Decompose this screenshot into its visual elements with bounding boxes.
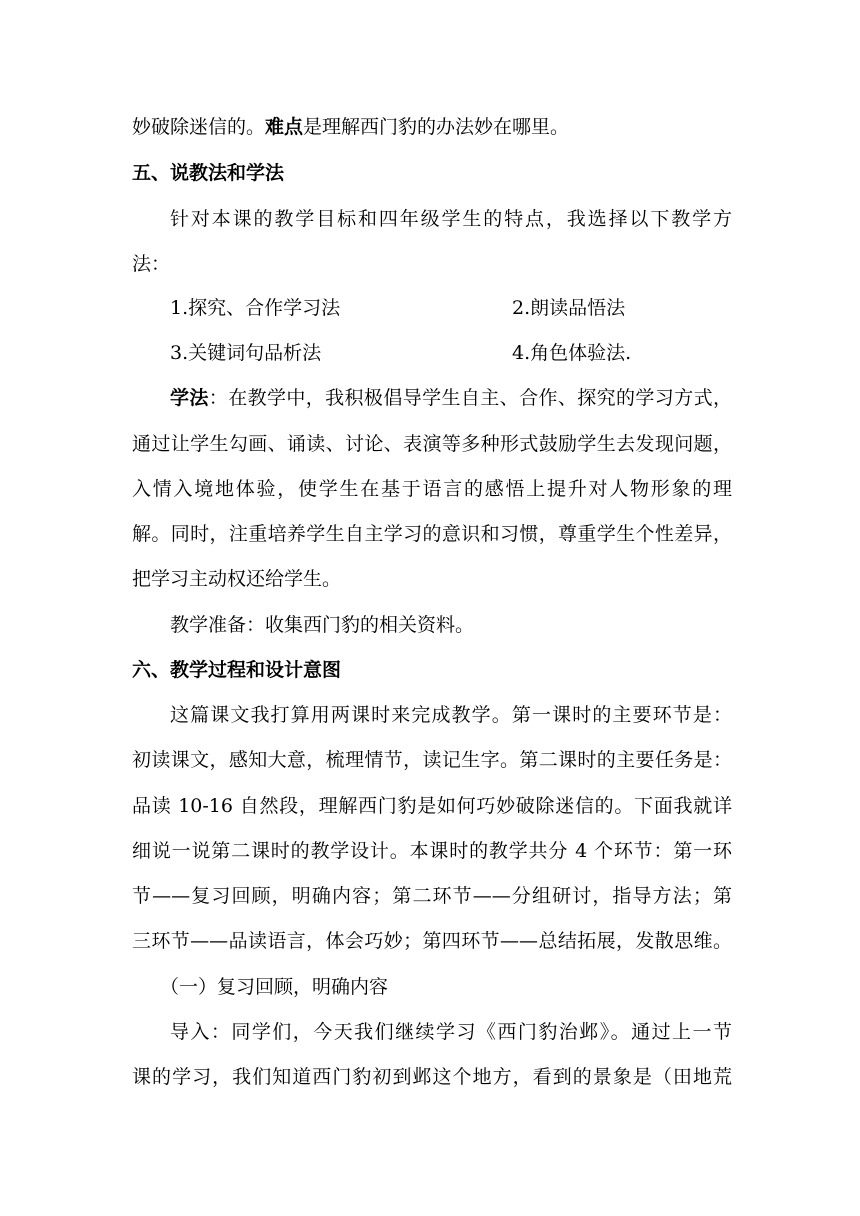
paragraph-line bbox=[170, 386, 732, 410]
text-run: 妙破除迷信的。 bbox=[132, 116, 266, 138]
method-item: 4.角色体验法. bbox=[512, 342, 632, 364]
section-heading-6: 六、教学过程和设计意图 bbox=[132, 659, 342, 681]
paragraph-line: 课的学习，我们知道西门豹初到邺这个地方，看到的景象是（田地荒 bbox=[132, 1066, 732, 1088]
paragraph-line: 这篇课文我打算用两课时来完成教学。第一课时的主要环节是： bbox=[170, 704, 732, 726]
paragraph-line: 节——复习回顾，明确内容；第二环节——分组研讨，指导方法；第 bbox=[132, 885, 732, 907]
subsection-heading: （一）复习回顾，明确内容 bbox=[160, 976, 389, 998]
method-item: 2.朗读品悟法 bbox=[512, 297, 626, 319]
text-run: 是理解西门豹的办法妙在哪里。 bbox=[303, 116, 570, 138]
section-heading-5: 五、说教法和学法 bbox=[132, 162, 285, 184]
paragraph-line: 教学准备：收集西门豹的相关资料。 bbox=[170, 614, 475, 636]
method-item: 3.关键词句品析法 bbox=[170, 342, 322, 364]
paragraph-line: 导入：同学们，今天我们继续学习《西门豹治邺》。通过上一节 bbox=[170, 1021, 732, 1043]
paragraph-line: 品读 10-16 自然段，理解西门豹是如何巧妙破除迷信的。下面我就详 bbox=[132, 795, 732, 817]
method-item: 1.探究、合作学习法 bbox=[170, 297, 341, 319]
paragraph-line: 解。同时，注重培养学生自主学习的意识和习惯，尊重学生个性差异， bbox=[132, 523, 732, 545]
paragraph-line: 初读课文，感知大意，梳理情节，读记生字。第二课时的主要任务是： bbox=[132, 749, 732, 771]
paragraph-line: 三环节——品读语言，体会巧妙；第四环节——总结拓展，发散思维。 bbox=[132, 930, 732, 952]
paragraph-line: 法： bbox=[132, 253, 171, 275]
paragraph-line bbox=[132, 115, 732, 139]
paragraph-line: 针对本课的教学目标和四年级学生的特点，我选择以下教学方 bbox=[170, 208, 732, 230]
paragraph-line: 入情入境地体验，使学生在基于语言的感悟上提升对人物形象的理 bbox=[132, 478, 732, 500]
bold-term: 学法 bbox=[170, 387, 209, 409]
paragraph-line: 通过让学生勾画、诵读、讨论、表演等多种形式鼓励学生去发现问题， bbox=[132, 433, 732, 455]
paragraph-line: 把学习主动权还给学生。 bbox=[132, 568, 342, 590]
paragraph-line: 细说一说第二课时的教学设计。本课时的教学共分 4 个环节：第一环 bbox=[132, 840, 732, 862]
bold-term: 难点 bbox=[265, 116, 304, 138]
text-run: ：在教学中，我积极倡导学生自主、合作、探究的学习方式， bbox=[208, 387, 732, 409]
